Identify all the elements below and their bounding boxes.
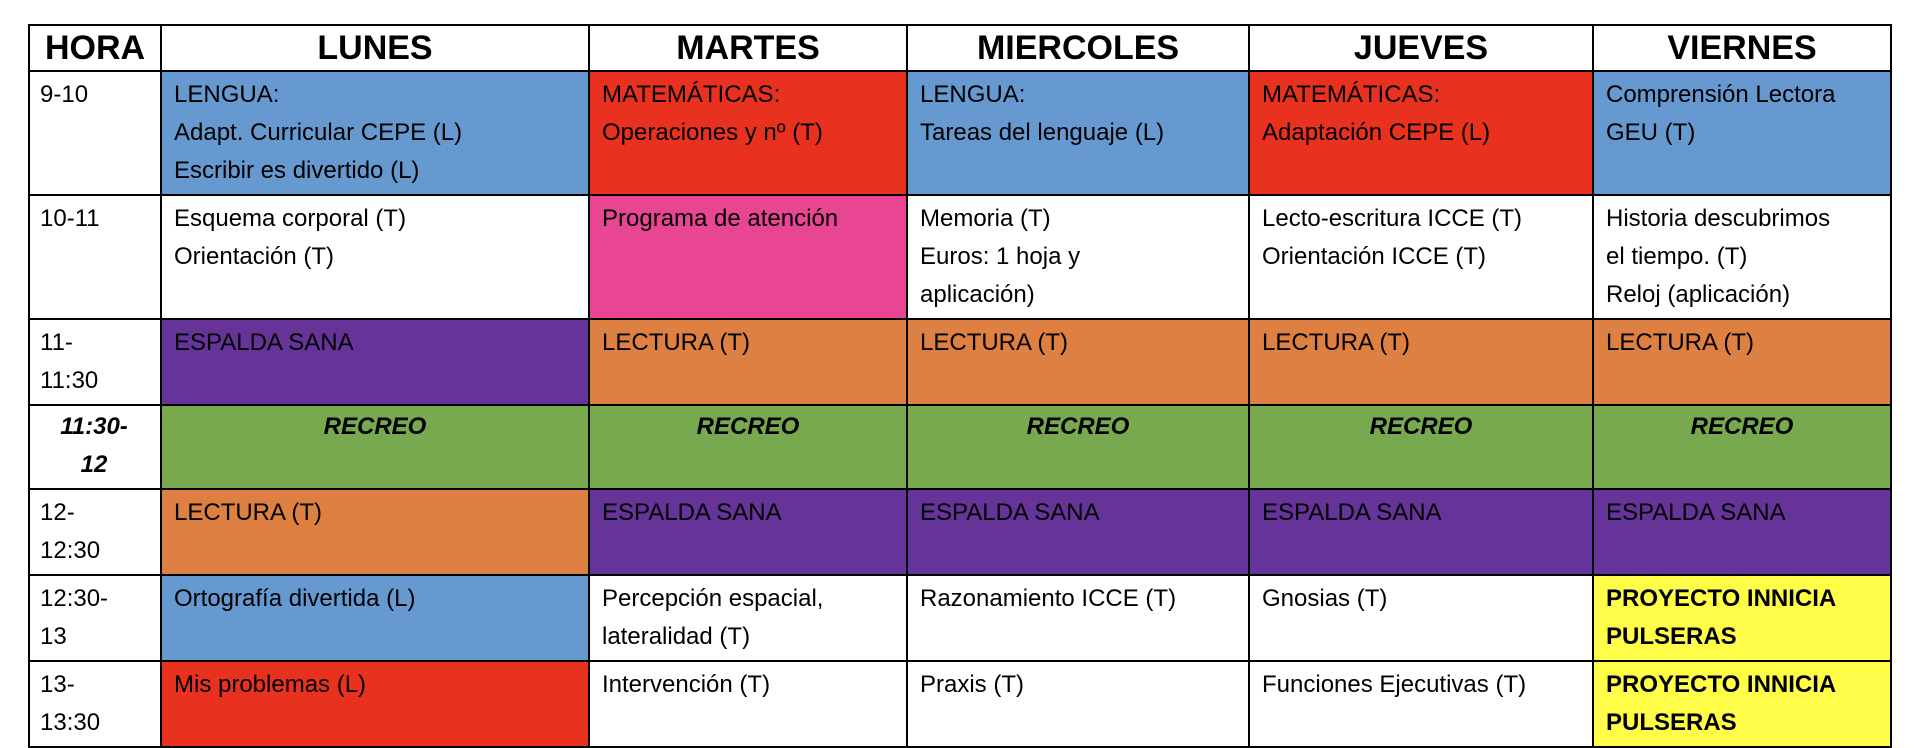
hour-cell bbox=[29, 575, 161, 661]
activity-text: Ortografía divertida (L) bbox=[174, 585, 416, 612]
schedule-row bbox=[29, 489, 1891, 575]
activity-cell bbox=[1593, 195, 1891, 319]
activity-text: GEU (T) bbox=[1606, 119, 1696, 146]
activity-text: RECREO bbox=[323, 413, 427, 440]
hour-cell bbox=[29, 489, 161, 575]
activity-text: Adapt. Curricular CEPE (L) bbox=[174, 119, 463, 146]
activity-text: PULSERAS bbox=[1606, 709, 1737, 736]
activity-text: Lecto-escritura ICCE (T) bbox=[1262, 205, 1523, 232]
activity-cell bbox=[1593, 575, 1891, 661]
activity-text: Praxis (T) bbox=[920, 671, 1024, 698]
header-day-viernes: VIERNES bbox=[1593, 25, 1891, 71]
activity-text: Esquema corporal (T) bbox=[174, 205, 407, 232]
header-day-lunes: LUNES bbox=[161, 25, 589, 71]
schedule-row bbox=[29, 405, 1891, 489]
activity-cell bbox=[161, 489, 589, 575]
hour-label: 11:30 bbox=[40, 367, 99, 394]
activity-text: PROYECTO INNICIA bbox=[1606, 671, 1837, 698]
schedule-row bbox=[29, 71, 1891, 195]
activity-text: Adaptación CEPE (L) bbox=[1262, 119, 1491, 146]
activity-cell bbox=[589, 661, 907, 747]
hour-label: 11- bbox=[40, 329, 73, 356]
activity-text: Comprensión Lectora bbox=[1606, 81, 1836, 108]
activity-text: RECREO bbox=[1690, 413, 1794, 440]
activity-text: MATEMÁTICAS: bbox=[602, 81, 781, 108]
activity-cell bbox=[589, 195, 907, 319]
activity-text: ESPALDA SANA bbox=[1262, 499, 1442, 526]
recess-cell bbox=[1249, 405, 1593, 489]
activity-cell bbox=[1249, 195, 1593, 319]
recess-cell bbox=[161, 405, 589, 489]
header-hora: HORA bbox=[29, 25, 161, 71]
activity-cell bbox=[1249, 71, 1593, 195]
header-day-jueves: JUEVES bbox=[1249, 25, 1593, 71]
hour-label: 13 bbox=[40, 623, 67, 650]
activity-text: Mis problemas (L) bbox=[174, 671, 367, 698]
activity-cell bbox=[589, 489, 907, 575]
activity-cell bbox=[1249, 319, 1593, 405]
activity-text: LECTURA (T) bbox=[920, 329, 1069, 356]
activity-text: LECTURA (T) bbox=[1262, 329, 1411, 356]
activity-text: lateralidad (T) bbox=[602, 623, 751, 650]
hour-label: 13:30 bbox=[40, 709, 101, 736]
activity-cell bbox=[589, 319, 907, 405]
activity-cell bbox=[1593, 319, 1891, 405]
hour-label: 9-10 bbox=[40, 81, 89, 108]
schedule-row bbox=[29, 575, 1891, 661]
activity-text: LENGUA: bbox=[920, 81, 1026, 108]
activity-text: LECTURA (T) bbox=[1606, 329, 1755, 356]
activity-text: LECTURA (T) bbox=[174, 499, 323, 526]
activity-text: MATEMÁTICAS: bbox=[1262, 81, 1441, 108]
recess-cell bbox=[589, 405, 907, 489]
activity-cell bbox=[161, 319, 589, 405]
activity-cell bbox=[907, 661, 1249, 747]
hour-cell bbox=[29, 405, 161, 489]
activity-text: Programa de atención bbox=[602, 205, 839, 232]
activity-cell bbox=[907, 319, 1249, 405]
hour-label: 11:30- bbox=[60, 413, 128, 440]
activity-text: PROYECTO INNICIA bbox=[1606, 585, 1837, 612]
activity-cell bbox=[1593, 71, 1891, 195]
activity-text: Escribir es divertido (L) bbox=[174, 157, 420, 184]
activity-text: ESPALDA SANA bbox=[920, 499, 1100, 526]
activity-cell bbox=[907, 195, 1249, 319]
activity-text: Memoria (T) bbox=[920, 205, 1051, 232]
hour-cell bbox=[29, 661, 161, 747]
weekly-schedule-table bbox=[28, 24, 1892, 748]
activity-text: RECREO bbox=[1026, 413, 1130, 440]
schedule-row bbox=[29, 195, 1891, 319]
activity-text: aplicación) bbox=[920, 281, 1035, 308]
hour-label: 12:30- bbox=[40, 585, 109, 612]
hour-label: 10-11 bbox=[40, 205, 100, 232]
activity-cell bbox=[161, 195, 589, 319]
activity-cell bbox=[1249, 661, 1593, 747]
activity-text: el tiempo. (T) bbox=[1606, 243, 1748, 270]
schedule-row bbox=[29, 661, 1891, 747]
activity-text: Euros: 1 hoja y bbox=[920, 243, 1081, 270]
activity-text: PULSERAS bbox=[1606, 623, 1737, 650]
activity-text: LENGUA: bbox=[174, 81, 280, 108]
hour-cell bbox=[29, 195, 161, 319]
activity-cell bbox=[907, 71, 1249, 195]
activity-cell bbox=[161, 661, 589, 747]
activity-cell bbox=[589, 575, 907, 661]
activity-text: Historia descubrimos bbox=[1606, 205, 1831, 232]
activity-text: Reloj (aplicación) bbox=[1606, 281, 1791, 308]
activity-text: RECREO bbox=[696, 413, 800, 440]
activity-text: Intervención (T) bbox=[602, 671, 771, 698]
activity-text: LECTURA (T) bbox=[602, 329, 751, 356]
schedule-body bbox=[29, 71, 1891, 747]
hour-label: 12- bbox=[40, 499, 75, 526]
recess-cell bbox=[907, 405, 1249, 489]
activity-cell bbox=[161, 71, 589, 195]
activity-text: Orientación (T) bbox=[174, 243, 335, 270]
header-day-miercoles: MIERCOLES bbox=[907, 25, 1249, 71]
recess-cell bbox=[1593, 405, 1891, 489]
header-row bbox=[29, 25, 1891, 71]
activity-text: Orientación ICCE (T) bbox=[1262, 243, 1487, 270]
activity-text: Razonamiento ICCE (T) bbox=[920, 585, 1177, 612]
hour-label: 13- bbox=[40, 671, 75, 698]
activity-text: Funciones Ejecutivas (T) bbox=[1262, 671, 1527, 698]
activity-text: Percepción espacial, bbox=[602, 585, 824, 612]
hour-cell bbox=[29, 71, 161, 195]
activity-cell bbox=[1249, 575, 1593, 661]
activity-cell bbox=[1593, 489, 1891, 575]
hour-cell bbox=[29, 319, 161, 405]
activity-cell bbox=[907, 489, 1249, 575]
activity-text: ESPALDA SANA bbox=[602, 499, 782, 526]
hour-label: 12 bbox=[80, 451, 108, 478]
hour-label: 12:30 bbox=[40, 537, 101, 564]
schedule-row bbox=[29, 319, 1891, 405]
activity-text: ESPALDA SANA bbox=[1606, 499, 1786, 526]
header-day-martes: MARTES bbox=[589, 25, 907, 71]
activity-text: RECREO bbox=[1369, 413, 1473, 440]
activity-cell bbox=[161, 575, 589, 661]
activity-text: Gnosias (T) bbox=[1262, 585, 1388, 612]
activity-cell bbox=[1249, 489, 1593, 575]
activity-text: Operaciones y nº (T) bbox=[602, 119, 823, 146]
activity-cell bbox=[1593, 661, 1891, 747]
activity-cell bbox=[589, 71, 907, 195]
activity-text: Tareas del lenguaje (L) bbox=[920, 119, 1165, 146]
activity-cell bbox=[907, 575, 1249, 661]
activity-text: ESPALDA SANA bbox=[174, 329, 354, 356]
